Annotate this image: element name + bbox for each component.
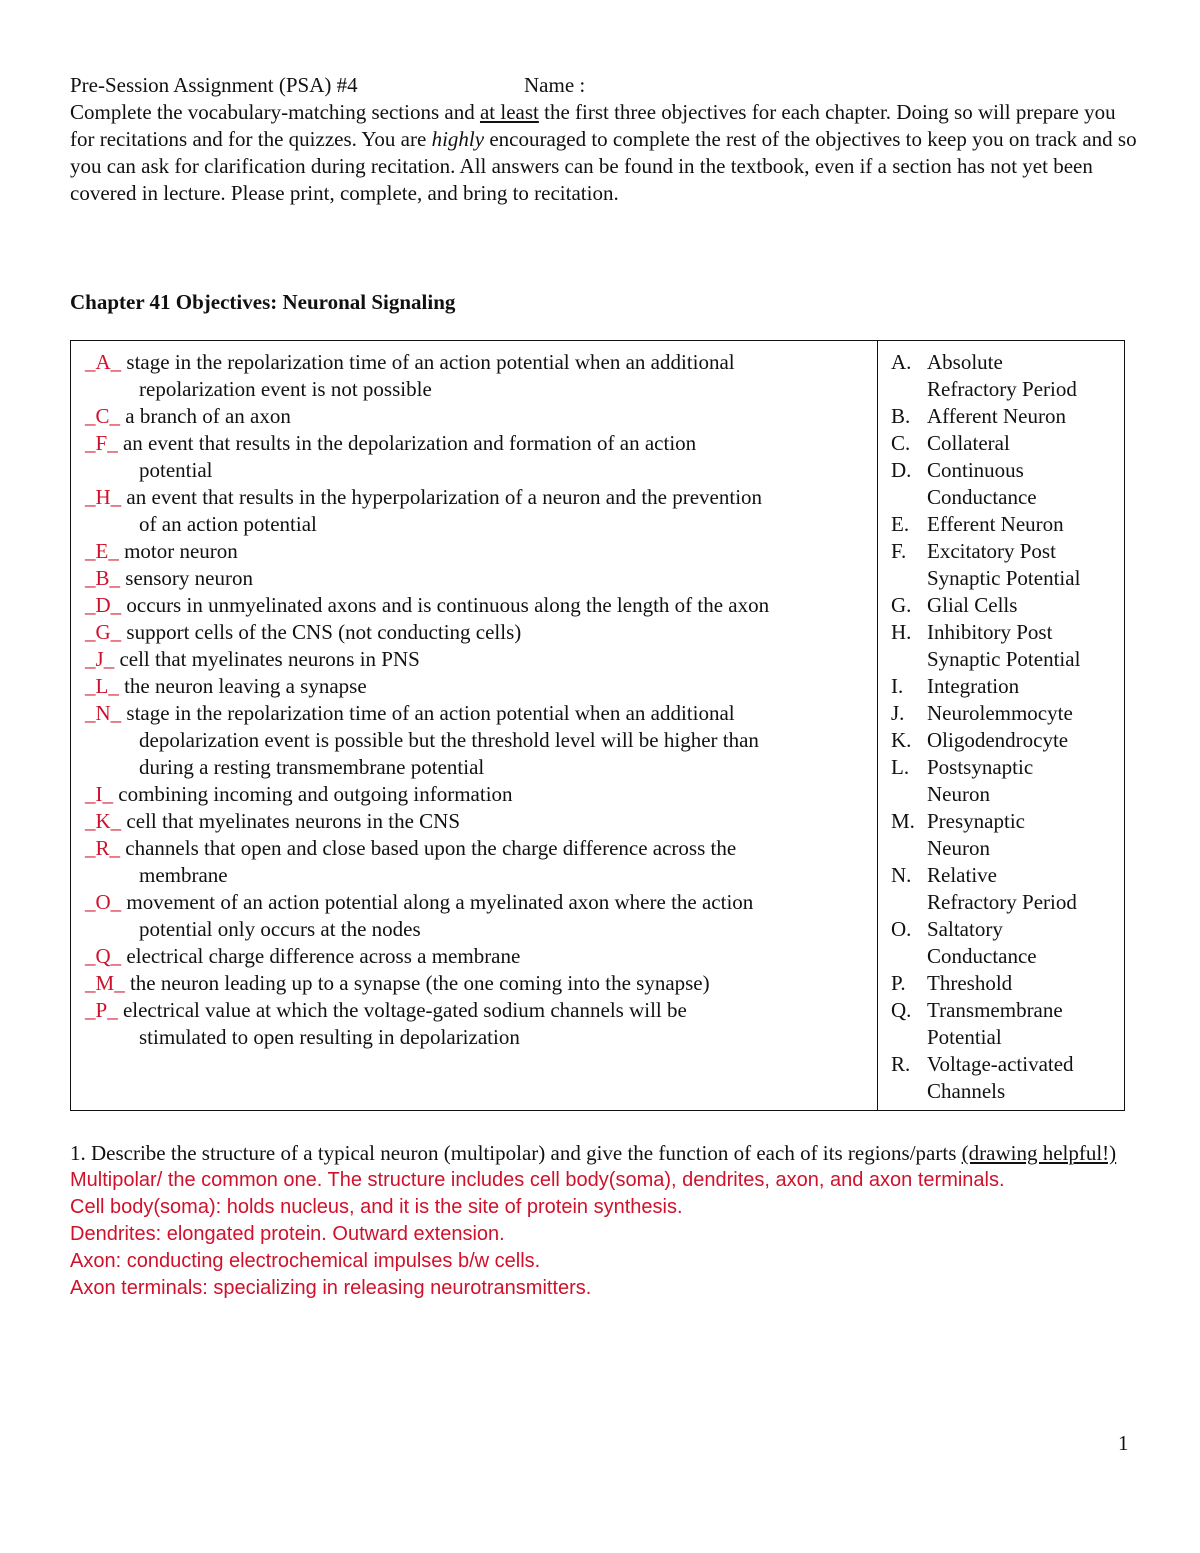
answer-letter: D [95, 593, 111, 617]
matching-item [85, 943, 870, 970]
definition-text: the neuron leading up to a synapse (the one coming into the synapse) [124, 971, 710, 995]
definition-continuation: potential [139, 458, 213, 482]
answer-blank-prefix: _ [85, 809, 96, 833]
assignment-title: Pre-Session Assignment (PSA) #4 [70, 73, 358, 97]
definition-text: an event that results in the depolarization and formation of an action [117, 431, 697, 455]
matching-item [85, 835, 870, 889]
term-option [891, 862, 1121, 916]
answer-letter: Q [95, 944, 111, 968]
instructions-part-1: Complete the vocabulary-matching sections and [70, 100, 480, 124]
term-text [927, 349, 1077, 403]
term-option [891, 970, 1121, 997]
answer-blank-suffix: _ [110, 809, 122, 833]
term-letter: J. [891, 701, 905, 725]
matching-item [85, 970, 870, 997]
answer-blank-suffix: _ [110, 350, 122, 374]
header-line [70, 72, 1140, 99]
answer-blank-prefix: _ [85, 620, 96, 644]
matching-item-first-line [85, 349, 870, 376]
term-line: Refractory Period [927, 890, 1077, 914]
question-1-hint: (drawing helpful!) [961, 1141, 1117, 1165]
chapter-title: Chapter 41 Objectives: Neuronal Signaling [70, 290, 456, 314]
answer-letter: P [95, 998, 108, 1022]
answer-letter: B [95, 566, 110, 590]
definition-text: sensory neuron [120, 566, 253, 590]
matching-item-first-line [85, 592, 870, 619]
instructions-part-2: the first three objectives for each chapter. Doing so will prepare you for recitations and for the quizzes. You are [70, 100, 1116, 151]
term-letter: M. [891, 809, 915, 833]
answer-letter: H [95, 485, 111, 509]
term-line: Transmembrane [927, 998, 1063, 1022]
instructions [70, 99, 1140, 207]
matching-item [85, 430, 870, 484]
term-line: Glial Cells [927, 593, 1018, 617]
term-option [891, 754, 1121, 808]
matching-item [85, 808, 870, 835]
table-divider [877, 341, 878, 1110]
matching-item [85, 619, 870, 646]
term-text [927, 673, 1019, 700]
term-letter: R. [891, 1052, 911, 1076]
term-line: Postsynaptic [927, 755, 1034, 779]
matching-item [85, 538, 870, 565]
answer-blank-suffix: _ [110, 620, 122, 644]
term-option [891, 457, 1121, 511]
question-1 [70, 1140, 1140, 1302]
answer-blank-prefix: _ [85, 674, 96, 698]
term-text [927, 808, 1025, 862]
question-1-text: 1. Describe the structure of a typical neuron (multipolar) and give the function of each of its regions/parts [70, 1141, 962, 1165]
term-option [891, 727, 1121, 754]
answer-blank-prefix: _ [85, 971, 96, 995]
term-text [927, 862, 1077, 916]
matching-item-first-line [85, 403, 870, 430]
matching-item [85, 646, 870, 673]
matching-table [70, 340, 1125, 1111]
term-letter: F. [891, 539, 907, 563]
term-line: Collateral [927, 431, 1010, 455]
term-letter: Q. [891, 998, 912, 1022]
matching-item [85, 349, 870, 403]
answer-letter: L [95, 674, 109, 698]
term-line: Conductance [927, 944, 1037, 968]
definition-continuation: repolarization event is not possible [139, 377, 432, 401]
answer-letter: F [95, 431, 108, 455]
term-line: Synaptic Potential [927, 647, 1081, 671]
matching-item [85, 592, 870, 619]
term-option [891, 349, 1121, 403]
term-letter: H. [891, 620, 912, 644]
term-letter: K. [891, 728, 912, 752]
matching-item-first-line [85, 538, 870, 565]
answer-letter: E [95, 539, 109, 563]
term-text [927, 1051, 1074, 1105]
definition-text: combining incoming and outgoing information [113, 782, 513, 806]
matching-item [85, 673, 870, 700]
name-label: Name : [524, 73, 586, 97]
definition-text: channels that open and close based upon the charge difference across the [120, 836, 737, 860]
definitions-column [85, 349, 870, 1051]
answer-blank-prefix: _ [85, 431, 96, 455]
matching-item-first-line [85, 619, 870, 646]
answer-blank-suffix: _ [109, 566, 121, 590]
term-text [927, 997, 1063, 1051]
term-option [891, 700, 1121, 727]
term-option [891, 592, 1121, 619]
answer-line: Multipolar/ the common one. The structure includes cell body(soma), dendrites, axon, and axon terminals. [70, 1169, 1005, 1191]
answer-line: Dendrites: elongated protein. Outward extension. [70, 1223, 505, 1245]
term-letter: B. [891, 404, 911, 428]
definition-continuation: during a resting transmembrane potential [139, 755, 485, 779]
answer-blank-suffix: _ [108, 539, 119, 563]
answer-letter: J [95, 647, 104, 671]
term-line: Continuous [927, 458, 1024, 482]
definition-continuation: potential only occurs at the nodes [139, 917, 421, 941]
term-text [927, 727, 1068, 754]
instructions-italic: highly [431, 127, 485, 151]
term-text [927, 916, 1037, 970]
term-line: Afferent Neuron [927, 404, 1066, 428]
answer-blank-suffix: _ [110, 944, 122, 968]
answer-blank-suffix: _ [110, 485, 122, 509]
header [70, 72, 1140, 207]
answer-blank-suffix: _ [109, 404, 121, 428]
term-text [927, 430, 1010, 457]
term-line: Threshold [927, 971, 1013, 995]
answer-blank-prefix: _ [85, 782, 96, 806]
term-option [891, 538, 1121, 592]
term-text [927, 700, 1073, 727]
definition-text: stage in the repolarization time of an action potential when an additional [121, 701, 735, 725]
term-option [891, 997, 1121, 1051]
answer-blank-prefix: _ [85, 836, 96, 860]
term-line: Inhibitory Post [927, 620, 1053, 644]
term-line: Synaptic Potential [927, 566, 1081, 590]
definition-continuation: membrane [139, 863, 228, 887]
answer-blank-prefix: _ [85, 593, 96, 617]
matching-item [85, 484, 870, 538]
matching-item [85, 565, 870, 592]
answer-blank-prefix: _ [85, 944, 96, 968]
answer-line: Axon terminals: specializing in releasing neurotransmitters. [70, 1277, 592, 1299]
term-line: Efferent Neuron [927, 512, 1064, 536]
term-letter: O. [891, 917, 912, 941]
term-option [891, 619, 1121, 673]
term-line: Voltage-activated [927, 1052, 1074, 1076]
definition-text: support cells of the CNS (not conducting cells) [121, 620, 522, 644]
answer-letter: I [95, 782, 103, 806]
answer-letter: R [95, 836, 110, 860]
term-line: Neuron [927, 782, 990, 806]
answer-blank-prefix: _ [85, 701, 96, 725]
matching-item-first-line [85, 943, 870, 970]
term-line: Neurolemmocyte [927, 701, 1073, 725]
instructions-underlined: at least [479, 100, 539, 124]
matching-item-first-line [85, 430, 870, 457]
answer-blank-suffix: _ [107, 998, 118, 1022]
answer-blank-prefix: _ [85, 485, 96, 509]
matching-item-first-line [85, 781, 870, 808]
term-option [891, 430, 1121, 457]
term-line: Relative [927, 863, 997, 887]
term-line: Channels [927, 1079, 1006, 1103]
answer-blank-prefix: _ [85, 890, 96, 914]
term-letter: I. [891, 674, 904, 698]
term-text [927, 511, 1064, 538]
term-option [891, 808, 1121, 862]
answer-blank-suffix: _ [109, 836, 121, 860]
matching-item-first-line [85, 970, 870, 997]
matching-item-first-line [85, 673, 870, 700]
definition-continuation: of an action potential [139, 512, 317, 536]
answer-blank-prefix: _ [85, 647, 96, 671]
matching-item-first-line [85, 997, 870, 1024]
definition-text: electrical charge difference across a membrane [121, 944, 521, 968]
matching-item [85, 997, 870, 1051]
term-letter: A. [891, 350, 912, 374]
definition-text: an event that results in the hyperpolarization of a neuron and the prevention [121, 485, 763, 509]
term-letter: L. [891, 755, 910, 779]
matching-item [85, 403, 870, 430]
answer-blank-suffix: _ [114, 971, 125, 995]
term-text [927, 403, 1066, 430]
definition-text: the neuron leaving a synapse [118, 674, 367, 698]
term-text [927, 457, 1037, 511]
term-text [927, 538, 1080, 592]
definition-text: a branch of an axon [120, 404, 291, 428]
answer-blank-prefix: _ [85, 539, 96, 563]
answer-letter: C [95, 404, 110, 428]
definition-text: cell that myelinates neurons in PNS [114, 647, 420, 671]
term-text [927, 592, 1017, 619]
term-text [927, 619, 1080, 673]
answer-blank-suffix: _ [107, 431, 118, 455]
term-line: Oligodendrocyte [927, 728, 1069, 752]
term-line: Saltatory [927, 917, 1003, 941]
matching-item-first-line [85, 700, 870, 727]
term-letter: P. [891, 971, 906, 995]
definition-text: occurs in unmyelinated axons and is continuous along the length of the axon [121, 593, 770, 617]
answer-blank-suffix: _ [102, 782, 113, 806]
answer-blank-prefix: _ [85, 404, 96, 428]
definition-text: cell that myelinates neurons in the CNS [121, 809, 461, 833]
question-1-prompt [70, 1140, 1140, 1167]
term-line: Conductance [927, 485, 1037, 509]
answer-letter: K [95, 809, 111, 833]
term-line: Excitatory Post [927, 539, 1056, 563]
answer-blank-prefix: _ [85, 998, 96, 1022]
term-option [891, 511, 1121, 538]
term-option [891, 1051, 1121, 1105]
answer-blank-suffix: _ [108, 674, 119, 698]
term-letter: N. [891, 863, 912, 887]
term-line: Potential [927, 1025, 1002, 1049]
term-line: Absolute [927, 350, 1003, 374]
matching-item-first-line [85, 646, 870, 673]
question-1-answer [70, 1167, 1140, 1302]
matching-item-first-line [85, 565, 870, 592]
term-letter: C. [891, 431, 911, 455]
term-letter: E. [891, 512, 910, 536]
answer-letter: G [95, 620, 111, 644]
answer-letter: N [95, 701, 111, 725]
term-line: Neuron [927, 836, 990, 860]
term-text [927, 970, 1012, 997]
definition-text: movement of an action potential along a myelinated axon where the action [121, 890, 754, 914]
term-option [891, 916, 1121, 970]
term-option [891, 673, 1121, 700]
matching-item [85, 781, 870, 808]
answer-line: Axon: conducting electrochemical impulses b/w cells. [70, 1250, 541, 1272]
definition-text: stage in the repolarization time of an action potential when an additional [121, 350, 735, 374]
instructions-part-3: encouraged to complete the rest of the objectives to keep you on track and so you can ask for clarification during recitation. All answers can be found in the textbook, even if a section has not yet been covered in lecture. Please print, complete, and bring to recitation. [70, 127, 1137, 205]
term-text [927, 754, 1033, 808]
definition-text: motor neuron [118, 539, 238, 563]
matching-item [85, 889, 870, 943]
matching-item-first-line [85, 808, 870, 835]
answer-blank-suffix: _ [103, 647, 115, 671]
term-letter: G. [891, 593, 912, 617]
answer-letter: O [95, 890, 111, 914]
terms-column [891, 349, 1121, 1105]
definition-text: electrical value at which the voltage-gated sodium channels will be [117, 998, 687, 1022]
answer-blank-prefix: _ [85, 566, 96, 590]
term-option [891, 403, 1121, 430]
term-line: Refractory Period [927, 377, 1077, 401]
term-letter: D. [891, 458, 912, 482]
answer-blank-suffix: _ [110, 890, 122, 914]
matching-item-first-line [85, 484, 870, 511]
answer-letter: A [95, 350, 111, 374]
definition-continuation: stimulated to open resulting in depolarization [139, 1025, 520, 1049]
matching-item-first-line [85, 889, 870, 916]
answer-letter: M [95, 971, 115, 995]
answer-blank-prefix: _ [85, 350, 96, 374]
term-line: Integration [927, 674, 1020, 698]
answer-line: Cell body(soma): holds nucleus, and it is the site of protein synthesis. [70, 1196, 683, 1218]
term-line: Presynaptic [927, 809, 1025, 833]
answer-blank-suffix: _ [110, 701, 122, 725]
definition-continuation: depolarization event is possible but the threshold level will be higher than [139, 728, 759, 752]
matching-item [85, 700, 870, 781]
matching-item-first-line [85, 835, 870, 862]
page-number: 1 [1118, 1431, 1129, 1455]
answer-blank-suffix: _ [110, 593, 122, 617]
